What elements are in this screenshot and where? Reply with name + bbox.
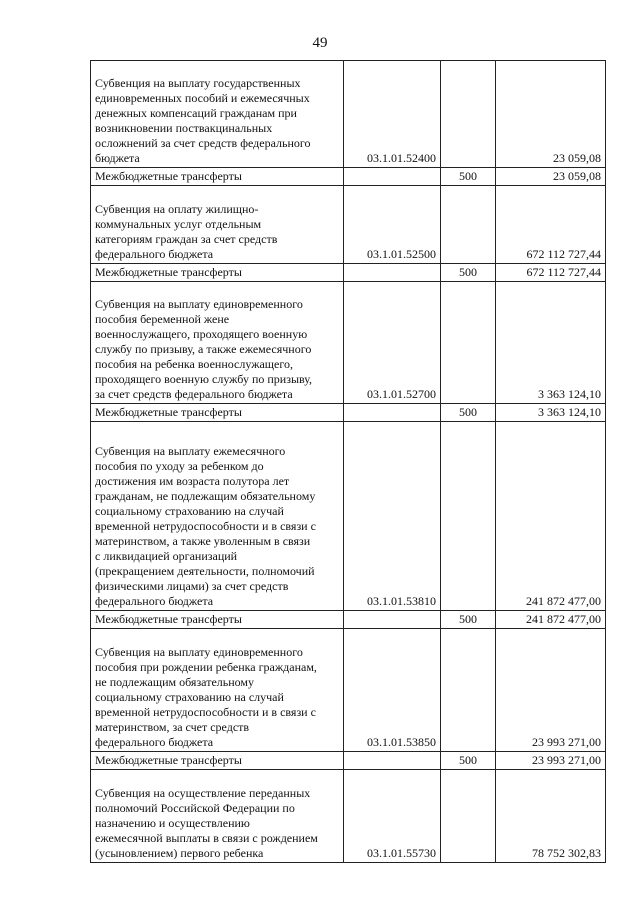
budget-table (90, 60, 606, 863)
row-code-text: 03.1.01.53850 (367, 735, 436, 749)
row-code-cell (344, 770, 441, 863)
row-expense-type-cell (441, 282, 496, 404)
row-code-cell (344, 629, 441, 752)
row-expense-type-cell (441, 168, 496, 186)
budget-table-body (91, 61, 606, 863)
row-expense-type-text: 500 (459, 753, 477, 767)
row-expense-type-cell (441, 186, 496, 264)
transfer-row (91, 404, 606, 422)
row-name-cell (91, 186, 344, 264)
row-amount-cell (496, 422, 606, 611)
subvention-row (91, 186, 606, 264)
row-name-cell (91, 61, 344, 168)
row-expense-type-cell (441, 264, 496, 282)
row-expense-type-cell (441, 770, 496, 863)
subvention-row (91, 770, 606, 863)
row-code-cell (344, 61, 441, 168)
row-amount-text: 672 112 727,44 (526, 265, 601, 279)
row-amount-text: 23 993 271,00 (532, 735, 601, 749)
subvention-row (91, 629, 606, 752)
row-expense-type-text: 500 (459, 612, 477, 626)
transfer-row (91, 168, 606, 186)
row-code-cell (344, 168, 441, 186)
row-name-cell (91, 282, 344, 404)
row-amount-text: 3 363 124,10 (538, 405, 601, 419)
row-amount-text: 78 752 302,83 (532, 846, 601, 860)
row-expense-type-text: 500 (459, 169, 477, 183)
row-name-text: Субвенция на оплату жилищно- коммунальных услуг отдельным категориям граждан за счет средств федерального бюджета (95, 202, 278, 261)
row-amount-cell (496, 168, 606, 186)
row-amount-text: 3 363 124,10 (538, 387, 601, 401)
row-expense-type-cell (441, 752, 496, 770)
transfer-row (91, 264, 606, 282)
row-name-text: Межбюджетные трансферты (95, 405, 242, 419)
row-name-text: Межбюджетные трансферты (95, 753, 242, 767)
row-amount-text: 23 059,08 (553, 151, 601, 165)
row-expense-type-cell (441, 422, 496, 611)
row-code-text: 03.1.01.52400 (367, 151, 436, 165)
row-code-cell (344, 422, 441, 611)
row-amount-text: 241 872 477,00 (526, 594, 601, 608)
row-amount-cell (496, 264, 606, 282)
row-expense-type-text: 500 (459, 265, 477, 279)
row-code-text: 03.1.01.52500 (367, 247, 436, 261)
row-amount-text: 672 112 727,44 (526, 247, 601, 261)
transfer-row (91, 611, 606, 629)
row-name-cell (91, 770, 344, 863)
row-expense-type-cell (441, 611, 496, 629)
subvention-row (91, 282, 606, 404)
row-name-cell (91, 264, 344, 282)
row-expense-type-cell (441, 404, 496, 422)
row-code-cell (344, 611, 441, 629)
row-amount-text: 241 872 477,00 (526, 612, 601, 626)
transfer-row (91, 752, 606, 770)
row-code-text: 03.1.01.53810 (367, 594, 436, 608)
row-code-cell (344, 186, 441, 264)
row-name-cell (91, 629, 344, 752)
row-code-cell (344, 282, 441, 404)
row-name-text: Межбюджетные трансферты (95, 612, 242, 626)
row-amount-text: 23 993 271,00 (532, 753, 601, 767)
row-name-cell (91, 422, 344, 611)
row-code-text: 03.1.01.55730 (367, 846, 436, 860)
row-name-cell (91, 611, 344, 629)
row-expense-type-cell (441, 629, 496, 752)
row-name-text: Межбюджетные трансферты (95, 169, 242, 183)
row-name-text: Межбюджетные трансферты (95, 265, 242, 279)
row-name-text: Субвенция на выплату единовременного пособия при рождении ребенка гражданам, не подлежащим обязательному социальному страхованию на случай временной нетрудоспособности и в связи с материнством, за счет средств федерального бюджета (95, 645, 317, 749)
row-amount-cell (496, 770, 606, 863)
subvention-row (91, 422, 606, 611)
row-amount-cell (496, 752, 606, 770)
row-expense-type-text: 500 (459, 405, 477, 419)
row-amount-cell (496, 629, 606, 752)
row-code-cell (344, 752, 441, 770)
row-amount-cell (496, 282, 606, 404)
row-code-cell (344, 404, 441, 422)
row-name-cell (91, 404, 344, 422)
row-expense-type-cell (441, 61, 496, 168)
row-amount-cell (496, 186, 606, 264)
row-name-text: Субвенция на выплату ежемесячного пособия по уходу за ребенком до достижения им возраста полутора лет гражданам, не подлежащим обязательному социальному страхованию на случай временной нетрудоспособности и в связи с материнством, а также уволенным в связи с ликвидацией организаций (прекращением деятельности, полномочий физическими лицами) за счет средств федерального бюджета (95, 444, 316, 608)
subvention-row (91, 61, 606, 168)
row-name-text: Субвенция на выплату государственных единовременных пособий и ежемесячных денежных компенсаций гражданам при возникновении поствакцинальных осложнений за счет средств федерального бюджета (95, 76, 311, 165)
row-amount-cell (496, 611, 606, 629)
row-amount-cell (496, 404, 606, 422)
row-amount-cell (496, 61, 606, 168)
row-code-cell (344, 264, 441, 282)
row-code-text: 03.1.01.52700 (367, 387, 436, 401)
row-name-cell (91, 752, 344, 770)
row-name-text: Субвенция на осуществление переданных полномочий Российской Федерации по назначению и осуществлению ежемесячной выплаты в связи с рождением (усыновлением) первого ребенка (95, 786, 318, 860)
row-amount-text: 23 059,08 (553, 169, 601, 183)
row-name-text: Субвенция на выплату единовременного пособия беременной жене военнослужащего, проходящего военную службу по призыву, а также ежемесячного пособия на ребенка военнослужащего, проходящего военную службу по призыву, за счет средств федерального бюджета (95, 297, 313, 401)
row-name-cell (91, 168, 344, 186)
page-number: 49 (312, 35, 328, 51)
